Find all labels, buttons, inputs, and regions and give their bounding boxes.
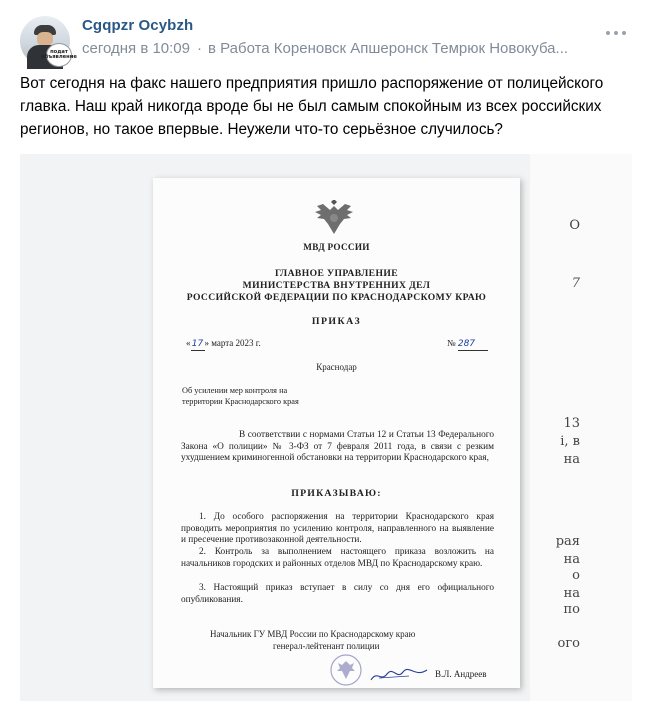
- signature-icon: [369, 666, 429, 684]
- paper-fragment: рая: [555, 534, 580, 549]
- post-text: Вот сегодня на факс нашего предприятия пришло распоряжение от полицейского главка. Наш край никогда вроде бы не был самым спокойным из всех российских регионов, но такое впервые. Неужели что-то серьёзное случилось?: [20, 75, 604, 138]
- more-options-button[interactable]: [606, 28, 628, 40]
- paper-fragment: ого: [557, 636, 580, 651]
- doc-subject-line2: территории Краснодарского края: [182, 397, 299, 406]
- paper-fragment: на: [563, 452, 580, 467]
- paper-fragment: 7: [571, 276, 580, 291]
- paper-fragment: О: [569, 218, 580, 233]
- doc-number-label: №: [447, 338, 456, 348]
- double-headed-eagle-icon: [313, 200, 355, 238]
- doc-header-line2: МИНИСТЕРСТВА ВНУТРЕННИХ ДЕЛ: [242, 280, 431, 291]
- doc-date: [186, 338, 261, 351]
- official-document: [153, 178, 520, 688]
- doc-number-value: 287: [458, 339, 488, 351]
- post-time[interactable]: сегодня в 10:09: [82, 40, 190, 57]
- doc-number: [447, 338, 488, 351]
- background-paper: [530, 154, 632, 701]
- paper-fragment: 13: [563, 416, 580, 431]
- doc-item-2: 2. Контроль за выполнением настоящего приказа возложить на начальников городских и районных отделов МВД по Краснодарскому краю.: [181, 547, 494, 569]
- doc-order-word: ПРИКАЗЫВАЮ:: [291, 488, 382, 499]
- doc-date-day: 17: [191, 339, 204, 349]
- doc-sign-name: В.Л. Андреев: [435, 669, 487, 679]
- doc-item-3: 3. Настоящий приказ вступает в силу со дня его официального опубликования.: [181, 583, 494, 605]
- doc-sign-line2: генерал-лейтенант полиции: [273, 641, 380, 651]
- doc-item-1: 1. До особого распоряжения на территории Краснодарского края проводить мероприятия по усилению контроля, направленного на выявление и пресечение противозаконной деятельности.: [181, 512, 494, 546]
- doc-subject-line1: Об усилении мер контроля на: [182, 386, 288, 395]
- avatar-face: [37, 32, 53, 46]
- author-avatar[interactable]: [20, 16, 77, 66]
- paper-fragment: на: [563, 552, 580, 567]
- doc-header-line1: ГЛАВНОЕ УПРАВЛЕНИЕ: [274, 268, 399, 279]
- doc-date-close: »: [204, 338, 209, 348]
- paper-fragment: на: [563, 586, 580, 601]
- post-meta: [82, 40, 602, 57]
- meta-separator: ·: [197, 40, 202, 57]
- doc-preamble: В соответствии с нормами Статьи 12 и Статьи 13 Федерального Закона «О полиции» № 3-ФЗ от 7 февраля 2011 года, в связи с резким ухудшением криминогенной обстановки на территории Краснодарского края,: [181, 430, 494, 464]
- author-name[interactable]: Cgqpzr Ocybzh: [82, 17, 194, 34]
- doc-org-short: МВД РОССИИ: [303, 242, 370, 252]
- community-link[interactable]: в Работа Кореновск Апшеронск Темрюк Новокуба...: [208, 40, 569, 57]
- stamp-icon: [329, 653, 363, 687]
- paper-fragment: і, в: [560, 434, 580, 449]
- doc-sign-line1: Начальник ГУ МВД России по Краснодарскому краю: [210, 629, 416, 639]
- doc-date-rest: марта 2023 г.: [211, 338, 261, 348]
- paper-fragment: о: [572, 568, 580, 583]
- attached-photo[interactable]: [20, 154, 632, 701]
- more-dots-icon: [606, 28, 628, 35]
- doc-date-open: «: [186, 338, 191, 348]
- avatar-badge: подат объявление: [46, 43, 72, 67]
- doc-header-line3: РОССИЙСКОЙ ФЕДЕРАЦИИ ПО КРАСНОДАРСКОМУ КРАЮ: [186, 292, 487, 303]
- doc-title: ПРИКАЗ: [311, 316, 362, 327]
- paper-fragment: по: [563, 602, 580, 617]
- doc-city: Краснодар: [316, 362, 357, 372]
